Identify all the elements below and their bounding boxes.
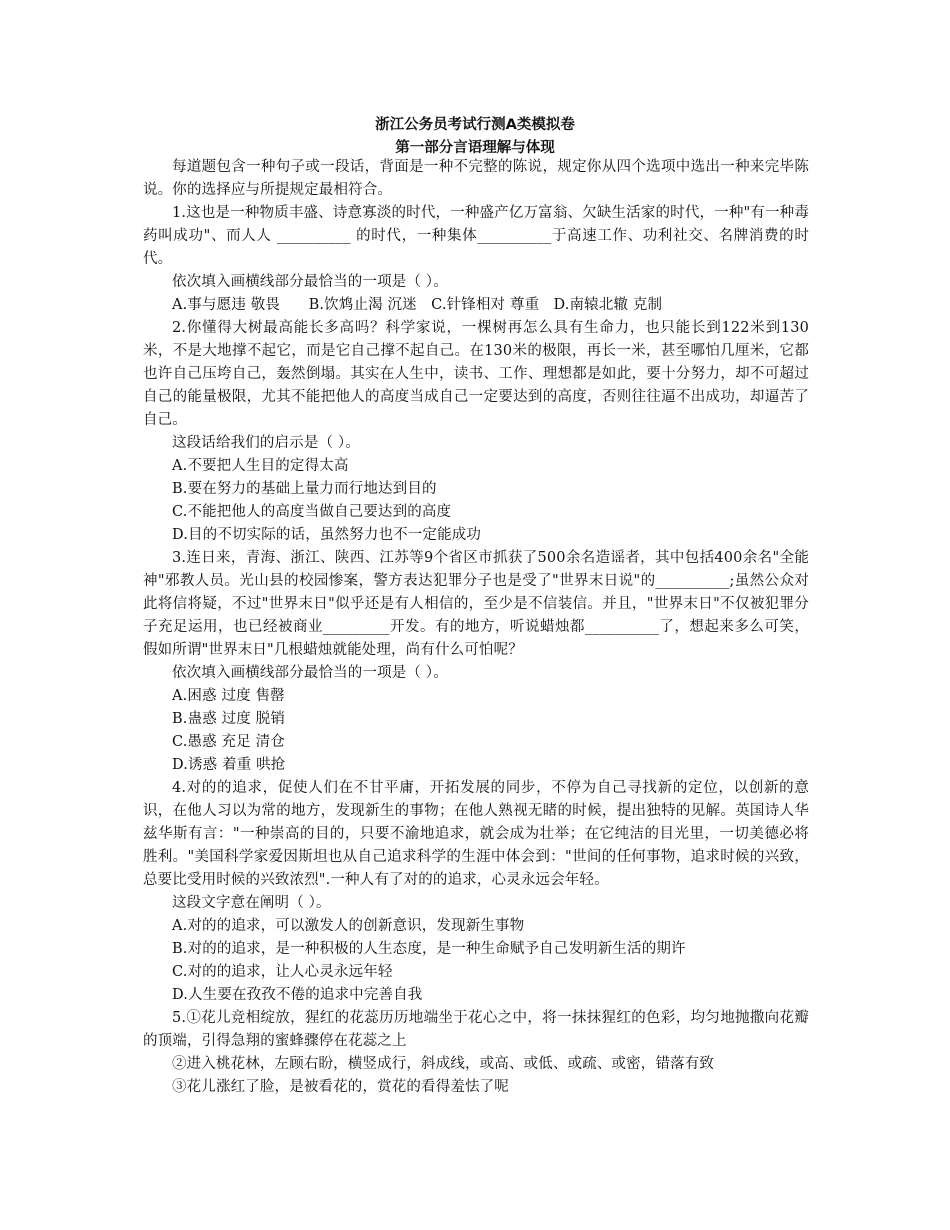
question-2-option-d: D.目的不切实际的话，虽然努力也不一定能成功 [172, 527, 482, 543]
question-2-option-a: A.不要把人生目的定得太高 [172, 458, 349, 474]
question-1-options: A.事与愿违 敬畏 B.饮鸩止渴 沉迷 C.针锋相对 尊重 D.南辕北辙 克制 [172, 297, 663, 313]
question-1-text: 1.这也是一种物质丰盛、诗意寡淡的时代，一种盛产亿万富翁、欠缺生活家的时代，一种"有一种毒药叫成功"、而人人 __________ 的时代，一种集体__________于高速工作、功利社交、名牌消费的时代。 [143, 205, 809, 267]
question-5-sentence-3: ③花儿涨红了脸，是被看花的，赏花的看得羞怯了呢 [172, 1079, 509, 1095]
question-4-option-c: C.对的的追求，让人心灵永远年轻 [172, 964, 393, 980]
document-body [143, 156, 809, 1099]
question-3-text: 3.连日来，青海、浙江、陕西、江苏等9个省区市抓获了500余名造谣者，其中包括400余名"全能神"邪教人员。光山县的校园惨案，警方表达犯罪分子也是受了"世界末日说"的__________;虽然公众对此将信将疑，不过"世界末日"似乎还是有人相信的，至少是不信装信。并且，"世界末日"不仅被犯罪分子充足运用，也已经被商业_________开发。有的地方，听说蜡烛都__________了，想起来多么可笑，假如所谓"世界末日"几根蜡烛就能处理，尚有什么可怕呢？ [143, 550, 809, 658]
question-4-prompt: 这段文字意在阐明（ ）。 [172, 895, 331, 911]
question-5-sentence-2: ②进入桃花林，左顾右盼，横竖成行，斜成线，或高、或低、或疏、或密，错落有致 [172, 1056, 715, 1072]
question-3-option-a: A.困惑 过度 售罄 [172, 688, 285, 704]
question-3-option-d: D.诱惑 着重 哄抢 [172, 757, 286, 773]
question-5-sentence-1: 5.①花儿竞相绽放，猩红的花蕊历历地端坐于花心之中，将一抹抹猩红的色彩，均匀地抛撒向花瓣的顶端，引得急翔的蜜蜂骤停在花蕊之上 [143, 1010, 809, 1049]
document-title: 浙江公务员考试行测A类模拟卷 [375, 117, 575, 133]
question-3-prompt: 依次填入画横线部分最恰当的一项是（ ）。 [172, 665, 448, 681]
question-4-option-a: A.对的的追求，可以激发人的创新意识，发现新生事物 [172, 918, 525, 934]
question-1-prompt: 依次填入画横线部分最恰当的一项是（ ）。 [172, 274, 448, 290]
question-3-option-b: B.蛊惑 过度 脱销 [172, 711, 285, 727]
question-2-prompt: 这段话给我们的启示是（ ）。 [172, 435, 360, 451]
question-2-option-b: B.要在努力的基础上量力而行地达到目的 [172, 481, 437, 497]
section-title: 第一部分言语理解与体现 [395, 140, 555, 156]
instructions-paragraph: 每道题包含一种句子或一段话，背面是一种不完整的陈说，规定你从四个选项中选出一种来完毕陈说。你的选择应与所提规定最相符合。 [143, 159, 809, 198]
question-3-option-c: C.愚惑 充足 清仓 [172, 734, 285, 750]
question-4-text: 4.对的的追求，促使人们在不甘平庸，开拓发展的同步，不停为自己寻找新的定位，以创新的意识，在他人习以为常的地方，发现新生的事物；在他人熟视无睹的时候，提出独特的见解。英国诗人华兹华斯有言："一种崇高的目的，只要不渝地追求，就会成为壮举；在它纯洁的目光里，一切美德必将胜利。"美国科学家爱因斯坦也从自己追求科学的生涯中体会到："世间的任何事物，追求时候的兴致，总要比受用时候的兴致浓烈".一种人有了对的的追求，心灵永远会年轻。 [143, 780, 809, 888]
question-4-option-d: D.人生要在孜孜不倦的追求中完善自我 [172, 987, 423, 1003]
question-2-text: 2.你懂得大树最高能长多高吗？科学家说，一棵树再怎么具有生命力，也只能长到122米到130米，不是大地撑不起它，而是它自己撑不起自己。在130米的极限，再长一米，甚至哪怕几厘米，它都也许自己压垮自己，轰然倒塌。其实在人生中，读书、工作、理想都是如此，要十分努力，却不可超过自己的能量极限，尤其不能把他人的高度当成自己一定要达到的高度，否则往往逼不出成功，却逼苦了自己。 [143, 320, 809, 428]
question-4-option-b: B.对的的追求，是一种积极的人生态度，是一种生命赋予自己发明新生活的期许 [172, 941, 686, 957]
question-2-option-c: C.不能把他人的高度当做自己要达到的高度 [172, 504, 452, 520]
